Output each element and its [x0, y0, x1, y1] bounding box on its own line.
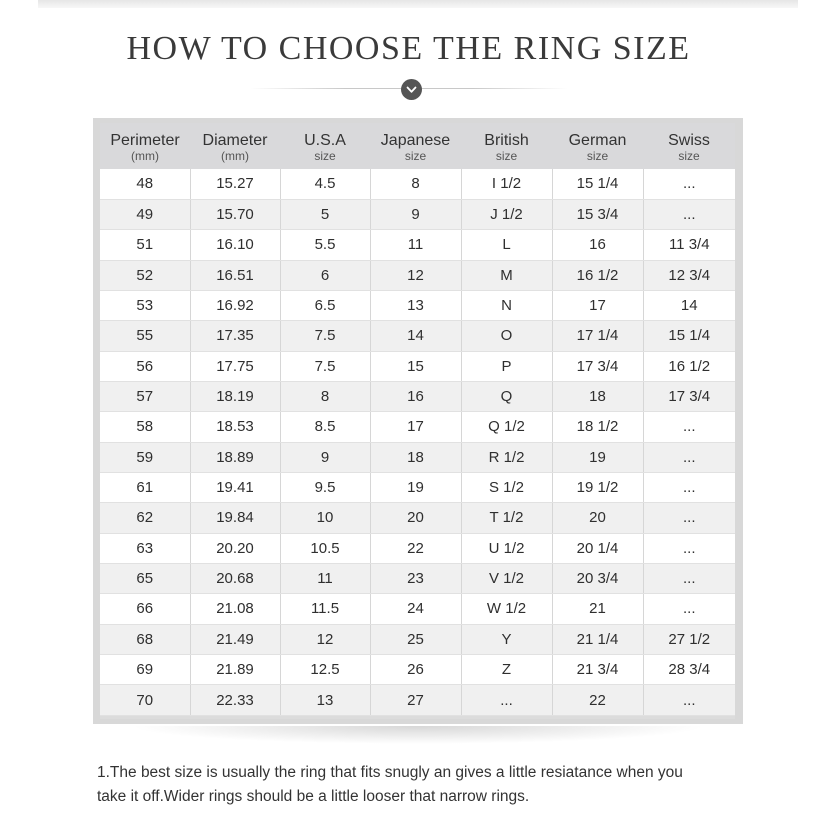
cell-german: 19 1/2 [552, 472, 643, 502]
cell-perimeter: 69 [100, 655, 190, 685]
cell-perimeter: 53 [100, 290, 190, 320]
cell-german: 16 [552, 230, 643, 260]
cell-diameter: 15.27 [190, 169, 280, 199]
cell-german: 20 [552, 503, 643, 533]
cell-japanese: 26 [370, 655, 461, 685]
cell-german: 18 1/2 [552, 412, 643, 442]
cell-swiss: ... [643, 533, 735, 563]
cell-usa: 8.5 [280, 412, 370, 442]
cell-diameter: 17.75 [190, 351, 280, 381]
cell-swiss: 11 3/4 [643, 230, 735, 260]
cell-perimeter: 70 [100, 685, 190, 715]
cell-perimeter: 66 [100, 594, 190, 624]
cell-british: Y [461, 624, 552, 654]
table-row [100, 472, 735, 502]
cell-japanese: 15 [370, 351, 461, 381]
cell-british: Q [461, 381, 552, 411]
cell-swiss: 17 3/4 [643, 381, 735, 411]
cell-british: ... [461, 685, 552, 715]
cell-swiss: ... [643, 412, 735, 442]
cell-japanese: 14 [370, 321, 461, 351]
cell-japanese: 17 [370, 412, 461, 442]
cell-british: N [461, 290, 552, 320]
cell-diameter: 18.53 [190, 412, 280, 442]
cell-perimeter: 58 [100, 412, 190, 442]
cell-usa: 9 [280, 442, 370, 472]
cell-japanese: 25 [370, 624, 461, 654]
cell-german: 15 1/4 [552, 169, 643, 199]
table-row [100, 290, 735, 320]
cell-japanese: 20 [370, 503, 461, 533]
cell-swiss: 28 3/4 [643, 655, 735, 685]
table-header-row [100, 123, 735, 169]
cell-japanese: 24 [370, 594, 461, 624]
table-row [100, 199, 735, 229]
cell-usa: 5 [280, 199, 370, 229]
cell-british: T 1/2 [461, 503, 552, 533]
table-row [100, 412, 735, 442]
cell-german: 19 [552, 442, 643, 472]
cell-perimeter: 56 [100, 351, 190, 381]
cell-perimeter: 55 [100, 321, 190, 351]
cell-swiss: 14 [643, 290, 735, 320]
header-perimeter: Perimeter (mm) [110, 132, 180, 163]
cell-diameter: 16.51 [190, 260, 280, 290]
cell-usa: 7.5 [280, 321, 370, 351]
cell-german: 18 [552, 381, 643, 411]
cell-swiss: ... [643, 472, 735, 502]
cell-japanese: 11 [370, 230, 461, 260]
cell-usa: 12 [280, 624, 370, 654]
cell-german: 17 [552, 290, 643, 320]
note-line-1: 1.The best size is usually the ring that fits snugly an gives a little resiatance when you [97, 764, 683, 781]
table-row [100, 260, 735, 290]
cell-usa: 12.5 [280, 655, 370, 685]
cell-swiss: ... [643, 594, 735, 624]
cell-diameter: 17.35 [190, 321, 280, 351]
cell-swiss: ... [643, 503, 735, 533]
cell-usa: 13 [280, 685, 370, 715]
cell-perimeter: 62 [100, 503, 190, 533]
table-row [100, 594, 735, 624]
cell-diameter: 20.20 [190, 533, 280, 563]
cell-usa: 10.5 [280, 533, 370, 563]
cell-perimeter: 61 [100, 472, 190, 502]
cell-german: 21 3/4 [552, 655, 643, 685]
cell-british: U 1/2 [461, 533, 552, 563]
cell-british: M [461, 260, 552, 290]
table-row [100, 685, 735, 715]
cell-british: Q 1/2 [461, 412, 552, 442]
cell-german: 22 [552, 685, 643, 715]
cell-usa: 6.5 [280, 290, 370, 320]
cell-diameter: 16.92 [190, 290, 280, 320]
cell-german: 20 3/4 [552, 563, 643, 593]
cell-japanese: 9 [370, 199, 461, 229]
cell-japanese: 13 [370, 290, 461, 320]
cell-german: 20 1/4 [552, 533, 643, 563]
cell-usa: 4.5 [280, 169, 370, 199]
cell-swiss: ... [643, 199, 735, 229]
table-row [100, 533, 735, 563]
cell-japanese: 22 [370, 533, 461, 563]
cell-japanese: 18 [370, 442, 461, 472]
cell-diameter: 21.89 [190, 655, 280, 685]
cell-british: R 1/2 [461, 442, 552, 472]
cell-perimeter: 59 [100, 442, 190, 472]
table-row [100, 503, 735, 533]
cell-german: 21 [552, 594, 643, 624]
cell-swiss: 16 1/2 [643, 351, 735, 381]
table-row [100, 655, 735, 685]
header-swiss: Swiss size [668, 132, 710, 163]
cell-german: 16 1/2 [552, 260, 643, 290]
cell-usa: 5.5 [280, 230, 370, 260]
cell-perimeter: 57 [100, 381, 190, 411]
cell-perimeter: 63 [100, 533, 190, 563]
chevron-down-icon [401, 79, 422, 100]
table-body [100, 169, 735, 715]
cell-diameter: 20.68 [190, 563, 280, 593]
cell-german: 17 3/4 [552, 351, 643, 381]
ring-size-table [100, 123, 735, 716]
cell-japanese: 27 [370, 685, 461, 715]
cell-diameter: 18.19 [190, 381, 280, 411]
cell-swiss: ... [643, 563, 735, 593]
cell-usa: 8 [280, 381, 370, 411]
table-row [100, 351, 735, 381]
cell-swiss: 27 1/2 [643, 624, 735, 654]
table-row [100, 169, 735, 199]
cell-diameter: 16.10 [190, 230, 280, 260]
note-line-2: take it off.Wider rings should be a little looser that narrow rings. [97, 788, 530, 805]
cell-diameter: 19.84 [190, 503, 280, 533]
header-usa: U.S.A size [304, 132, 346, 163]
header-diameter: Diameter (mm) [202, 132, 268, 163]
cell-usa: 6 [280, 260, 370, 290]
cell-swiss: ... [643, 442, 735, 472]
table-row [100, 442, 735, 472]
cell-perimeter: 68 [100, 624, 190, 654]
cell-diameter: 15.70 [190, 199, 280, 229]
table-row [100, 624, 735, 654]
cell-british: Z [461, 655, 552, 685]
cell-diameter: 22.33 [190, 685, 280, 715]
cell-perimeter: 51 [100, 230, 190, 260]
cell-diameter: 21.49 [190, 624, 280, 654]
header-british: British size [484, 132, 529, 163]
cell-diameter: 18.89 [190, 442, 280, 472]
cell-perimeter: 49 [100, 199, 190, 229]
cell-perimeter: 48 [100, 169, 190, 199]
cell-german: 15 3/4 [552, 199, 643, 229]
header-german: German size [568, 132, 627, 163]
ring-size-table-frame [93, 118, 743, 724]
sizing-note [97, 761, 757, 809]
cell-usa: 10 [280, 503, 370, 533]
cell-japanese: 19 [370, 472, 461, 502]
table-shadow [130, 726, 706, 744]
cell-usa: 7.5 [280, 351, 370, 381]
cell-british: S 1/2 [461, 472, 552, 502]
cell-diameter: 19.41 [190, 472, 280, 502]
cell-swiss: 12 3/4 [643, 260, 735, 290]
cell-german: 21 1/4 [552, 624, 643, 654]
cell-perimeter: 65 [100, 563, 190, 593]
header-japanese: Japanese size [380, 132, 451, 163]
cell-swiss: 15 1/4 [643, 321, 735, 351]
cell-swiss: ... [643, 685, 735, 715]
cell-british: I 1/2 [461, 169, 552, 199]
cell-usa: 9.5 [280, 472, 370, 502]
table-row [100, 563, 735, 593]
cell-german: 17 1/4 [552, 321, 643, 351]
cell-japanese: 8 [370, 169, 461, 199]
cell-usa: 11 [280, 563, 370, 593]
cell-usa: 11.5 [280, 594, 370, 624]
cell-british: O [461, 321, 552, 351]
table-row [100, 321, 735, 351]
cell-japanese: 23 [370, 563, 461, 593]
cell-perimeter: 52 [100, 260, 190, 290]
table-row [100, 381, 735, 411]
cell-british: L [461, 230, 552, 260]
cell-japanese: 12 [370, 260, 461, 290]
cell-swiss: ... [643, 169, 735, 199]
cell-british: W 1/2 [461, 594, 552, 624]
cell-diameter: 21.08 [190, 594, 280, 624]
page-title: HOW TO CHOOSE THE RING SIZE [126, 30, 691, 67]
cell-british: P [461, 351, 552, 381]
cell-british: V 1/2 [461, 563, 552, 593]
cell-british: J 1/2 [461, 199, 552, 229]
top-bar [38, 0, 798, 8]
table-row [100, 230, 735, 260]
cell-japanese: 16 [370, 381, 461, 411]
